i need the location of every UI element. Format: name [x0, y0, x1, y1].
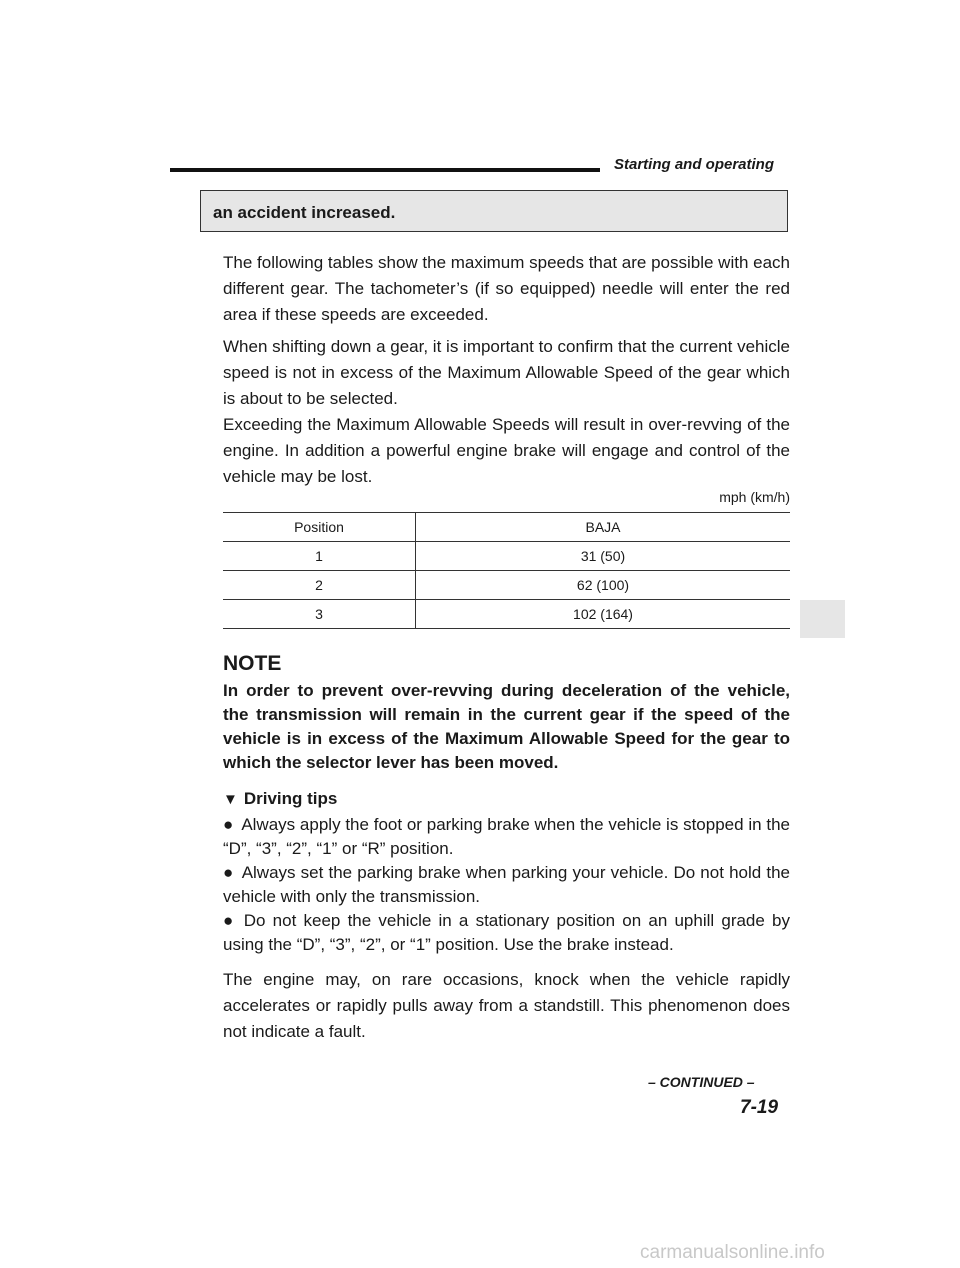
table-row — [223, 571, 790, 600]
table-row — [223, 600, 790, 629]
bullet-icon: ● — [223, 863, 234, 882]
column-header-position: Position — [223, 513, 416, 542]
section-title: Starting and operating — [614, 156, 775, 173]
driving-tips-title: Driving tips — [243, 789, 338, 808]
note-body: In order to prevent over-revving during deceleration of the vehicle, the transmission will remain in the current gear if the speed of the vehicle is in excess of the Maximum Allowable Speed for the gear to which the selector lever has been moved. — [223, 681, 790, 772]
warning-box: an accident increased. — [200, 190, 788, 232]
table-cell-position: 2 — [223, 571, 416, 600]
paragraph-over-revving: Exceeding the Maximum Allowable Speeds will result in over-revving of the engine. In addition a powerful engine brake will engage and control of the vehicle may be lost. — [223, 415, 790, 486]
bullet-icon: ● — [223, 815, 234, 834]
list-item-text: Always set the parking brake when parking your vehicle. Do not hold the vehicle with only the transmission. — [223, 863, 790, 906]
table-cell-speed: 62 (100) — [416, 571, 791, 600]
table-cell-speed: 31 (50) — [416, 542, 791, 571]
driving-tips-heading — [223, 789, 337, 809]
table-cell-speed: 102 (164) — [416, 600, 791, 629]
list-item-text: Do not keep the vehicle in a stationary position on an uphill grade by using the “D”, “3”, “2”, or “1” position. Use the brake instead. — [223, 911, 790, 954]
list-item — [223, 861, 790, 909]
max-speed-table — [223, 512, 790, 629]
table-cell-position: 1 — [223, 542, 416, 571]
column-header-model: BAJA — [416, 513, 791, 542]
continued-label: – CONTINUED – — [648, 1074, 755, 1090]
table-unit-label: mph (km/h) — [719, 489, 790, 505]
paragraph-max-speeds: The following tables show the maximum speeds that are possible with each different gear. The tachometer’s (if so equipped) needle will enter the red area if these speeds are exceeded. — [223, 253, 790, 324]
list-item-text: Always apply the foot or parking brake when the vehicle is stopped in the “D”, “3”, “2”, “1” or “R” position. — [223, 815, 790, 858]
list-item — [223, 813, 790, 861]
bullet-icon: ● — [223, 911, 236, 930]
header-rule — [170, 168, 600, 172]
paragraph-downshift: When shifting down a gear, it is important to confirm that the current vehicle speed is not in excess of the Maximum Allowable Speed of the gear which is about to be selected. — [223, 337, 790, 408]
paragraph-engine-knock: The engine may, on rare occasions, knock when the vehicle rapidly accelerates or rapidly pulls away from a standstill. This phenomenon does not indicate a fault. — [223, 970, 790, 1041]
table-row — [223, 542, 790, 571]
triangle-down-icon: ▼ — [223, 791, 238, 808]
table-header-row — [223, 513, 790, 542]
table-cell-position: 3 — [223, 600, 416, 629]
chapter-tab-marker — [800, 600, 845, 638]
page-number: 7-19 — [740, 1097, 779, 1118]
watermark: carmanualsonline.info — [640, 1242, 825, 1263]
note-title: NOTE — [223, 652, 282, 675]
list-item — [223, 909, 790, 957]
